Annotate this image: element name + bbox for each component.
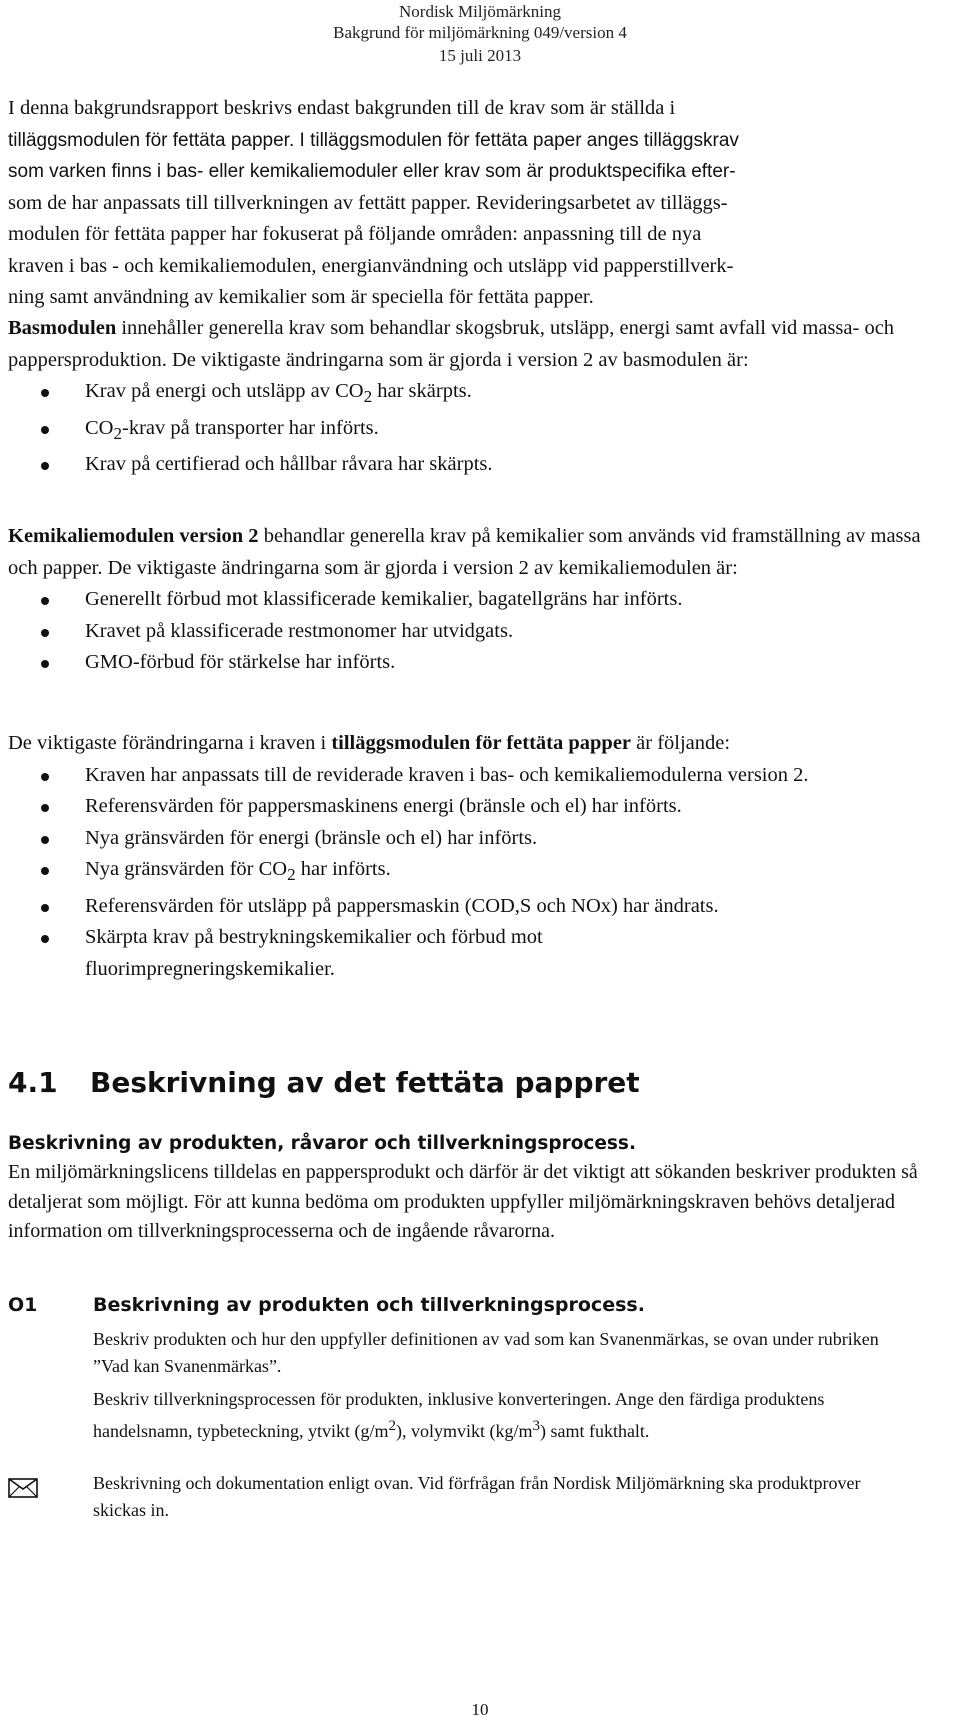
list-item (8, 791, 938, 823)
bullet-text: Skärpta krav på bestrykningskemikalier och förbud mot fluorimpregneringskemikalier. (85, 926, 543, 980)
bullet-text: Nya gränsvärden för energi (bränsle och el) har införts. (85, 826, 538, 849)
list-item (8, 854, 938, 891)
kemikalie-section (8, 521, 938, 679)
bullet-text: har införts. (295, 858, 391, 880)
tillagg-section (8, 728, 938, 985)
bullet-text: Kraven har anpassats till de reviderade kraven i bas- och kemikaliemodulerna version 2. (85, 763, 809, 786)
tillagg-text: De viktigaste förändringarna i kraven i (8, 732, 332, 754)
list-item (8, 823, 938, 855)
bullet-text: -krav på transporter har införts. (122, 416, 379, 439)
requirement-paragraph (93, 1470, 893, 1524)
subscript: 2 (113, 423, 123, 443)
requirement-text: ), volymvikt (kg/m (395, 1421, 533, 1441)
bullet-icon (41, 836, 49, 844)
list-item (8, 616, 938, 648)
bullet-icon (41, 804, 49, 812)
header-date: 15 juli 2013 (438, 46, 522, 65)
intro-line: modulen för fettäta papper har fokuserat på följande områden: anpassning till de nya (8, 223, 702, 245)
bullet-icon (41, 462, 49, 470)
header-document: Bakgrund för miljömärkning 049/version 4 (333, 23, 627, 42)
intro-line: tilläggsmodulen för fettäta papper. I tilläggsmodulen för fettäta paper anges tilläggskrav (8, 129, 739, 151)
bullet-icon (41, 629, 49, 637)
basmodulen-bold: Basmodulen (8, 317, 117, 339)
bullet-icon (41, 597, 49, 605)
section-number: 4.1 (8, 1066, 58, 1099)
kemikalie-bullets (8, 584, 938, 679)
intro-line: I denna bakgrundsrapport beskrivs endast bakgrunden till de krav som är ställda i (8, 97, 676, 119)
bullet-icon (41, 935, 49, 943)
intro-paragraph (8, 93, 938, 314)
list-item (8, 891, 938, 923)
bullet-icon (41, 904, 49, 912)
requirement-text: Beskrivning och dokumentation enligt ovan. Vid förfrågan från Nordisk Miljömärkning ska produktprover skickas in. (93, 1473, 861, 1520)
list-item (8, 760, 938, 792)
bullet-text: Referensvärden för pappersmaskinens energi (bränsle och el) har införts. (85, 795, 682, 817)
bullet-icon (41, 389, 49, 397)
bullet-text: Referensvärden för utsläpp på pappersmaskin (COD,S och NOx) har ändrats. (85, 894, 719, 917)
bullet-icon (41, 660, 49, 668)
tillagg-paragraph (8, 728, 938, 760)
superscript: 2 (388, 1418, 396, 1434)
list-item (8, 584, 938, 616)
list-item (8, 449, 938, 481)
tillagg-bullets (8, 760, 938, 986)
requirement-text: ) samt fukthalt. (539, 1421, 650, 1441)
bullet-text: Kravet på klassificerade restmonomer har utvidgats. (85, 619, 514, 642)
requirement-title: Beskrivning av produkten och tillverkningsprocess. (93, 1294, 645, 1316)
bullet-icon (41, 773, 49, 781)
bullet-text: har skärpts. (372, 380, 472, 402)
intro-line: som de har anpassats till tillverkningen av fettätt papper. Revideringsarbetet av tilläggs- (8, 191, 728, 214)
kemikalie-paragraph (8, 521, 938, 584)
subscript: 2 (287, 865, 296, 885)
intro-line: kraven i bas - och kemikaliemodulen, energianvändning och utsläpp vid papperstillverk- (8, 254, 734, 277)
bullet-text: Krav på certifierad och hållbar råvara har skärpts. (85, 453, 493, 476)
section-body (8, 1158, 938, 1247)
intro-line: ning samt användning av kemikalier som är speciella för fettäta papper. (8, 286, 594, 308)
bullet-icon (41, 426, 49, 434)
requirement-code: O1 (8, 1294, 38, 1316)
subscript: 2 (363, 387, 373, 407)
page-number: 10 (471, 1700, 489, 1719)
bullet-text: GMO-förbud för stärkelse har införts. (85, 651, 396, 673)
requirement-paragraph (93, 1386, 893, 1445)
bullet-text: Krav på energi och utsläpp av CO (85, 380, 364, 402)
requirement-paragraph (93, 1326, 893, 1380)
kemikalie-bold: Kemikaliemodulen version 2 (8, 525, 259, 547)
list-item (8, 413, 938, 450)
section-heading (8, 1066, 640, 1099)
basmodulen-paragraph (8, 313, 938, 376)
bullet-text: CO (85, 416, 114, 439)
bullet-text: Nya gränsvärden för CO (85, 858, 288, 880)
envelope-icon (8, 1478, 38, 1503)
section-body-text: En miljömärkningslicens tilldelas en pappersprodukt och därför är det viktigt att sökanden beskriver produkten så detaljerat som möjligt. För att kunna bedöma om produkten uppfyller miljömärkningskraven behövs detaljerad information om tillverkningsprocesserna och de ingående råvarorna. (8, 1161, 918, 1242)
basmodulen-bullets (8, 376, 938, 481)
requirement-text: Beskriv tillverkningsprocessen för produkten, inklusive konverteringen. Ange den färdiga produktens handelsnamn, typbeteckning, ytvikt (g/m (93, 1389, 825, 1441)
list-item (8, 922, 938, 985)
basmodulen-section (8, 313, 938, 481)
tillagg-bold: tilläggsmodulen för fettäta papper (331, 732, 632, 754)
subheading: Beskrivning av produkten, råvaror och tillverkningsprocess. (8, 1133, 636, 1154)
header-organization: Nordisk Miljömärkning (399, 2, 561, 21)
intro-line: som varken finns i bas- eller kemikaliemoduler eller krav som är produktspecifika efter- (8, 161, 736, 182)
superscript: 3 (532, 1418, 540, 1434)
section-title: Beskrivning av det fettäta pappret (90, 1066, 640, 1099)
requirement-text: Beskriv produkten och hur den uppfyller definitionen av vad som kan Svanenmärkas, se ovan under rubriken ”Vad kan Svanenmärkas”. (93, 1329, 879, 1376)
list-item (8, 647, 938, 679)
basmodulen-text: innehåller generella krav som behandlar skogsbruk, utsläpp, energi samt avfall vid massa- och pappersproduktion. De viktigaste ändringarna som är gjorda i version 2 av basmodulen är: (8, 317, 895, 371)
tillagg-text: är följande: (631, 732, 731, 754)
bullet-text: Generellt förbud mot klassificerade kemikalier, bagatellgräns har införts. (85, 588, 683, 610)
kemikalie-text: behandlar generella krav på kemikalier som används vid framställning av massa och papper. De viktigaste ändringarna som är gjorda i version 2 av kemikaliemodulen är: (8, 525, 921, 579)
bullet-icon (41, 867, 49, 875)
list-item (8, 376, 938, 413)
